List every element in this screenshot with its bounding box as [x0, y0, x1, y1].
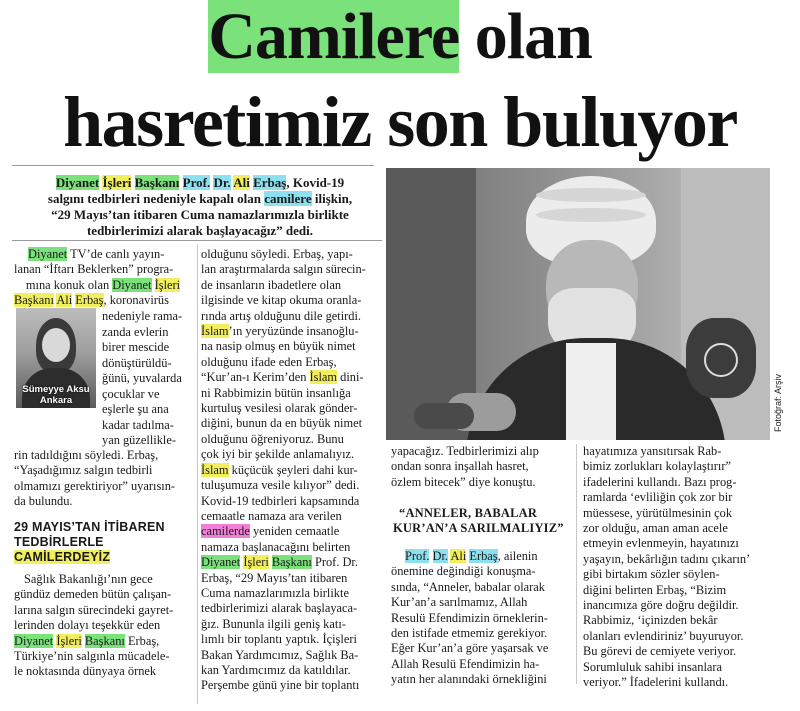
text-highlight: Diyanet [112, 277, 152, 292]
text: birer mescide [102, 340, 170, 354]
text: çocuklar ve [102, 386, 160, 401]
text-highlight: Erbaş [469, 549, 498, 563]
column-1-lower [14, 448, 192, 510]
text: Resulü Efendimizin örneklerin- [391, 610, 548, 625]
text: küçücük şeyleri dahi kur- [228, 462, 358, 477]
text: Prof. Dr. [311, 555, 358, 570]
text: Sağlık Bakanlığı’nın gece [24, 572, 153, 586]
subheading-text: “ANNELER, BABALAR [399, 506, 538, 520]
text: ondan sonra inşallah hasret, [391, 459, 529, 474]
intro-baskani: Başkanı [134, 175, 180, 190]
text-highlight: İşleri [243, 555, 269, 570]
text: Erbaş, “29 Mayıs’tan itibaren [201, 570, 348, 585]
text: olduğunu öğreniyoruz. Bunu [201, 431, 344, 446]
text: Rabbimiz, ‘içinizden bekâr [583, 613, 718, 628]
text: ilgisinde ve kitap okuma oranla- [201, 293, 362, 308]
main-photo [386, 168, 770, 440]
intro-prof: Prof. [182, 175, 211, 190]
intro-paragraph [20, 175, 380, 239]
intro-isleri: İşleri [102, 175, 132, 190]
subheading-text: TEDBİRLERLE [14, 535, 104, 549]
text-highlight: Başkanı [14, 293, 54, 308]
text: ni Rabbimizin bütün insanlığa [201, 385, 351, 400]
text-highlight: Diyanet [201, 555, 241, 570]
headline-line-1-rest: olan [459, 0, 592, 73]
text: larına salgın sürecindeki gayret- [14, 602, 174, 617]
text: tedbirlerimizi alarak başlayaca- [201, 601, 358, 616]
text: zor olduğu, aman aman acele [583, 521, 728, 536]
text: Cuma namazlarımızla birlikte [201, 585, 349, 600]
text: yapacağız. Tedbirlerimizi alıp [391, 444, 539, 458]
text: dönüştürüldü- [102, 355, 172, 370]
text: lanan “İftarı Beklerken” progra- [14, 262, 174, 277]
text: tuluşumuza vesile kılıyor” dedi. [201, 478, 360, 493]
subheading-text: KUR’AN’A SARILMALIYIZ” [393, 521, 564, 535]
top-divider [12, 165, 374, 166]
text-highlight: Prof. [405, 549, 430, 563]
intro-text: salgını tedbirleri nedeniyle kapalı olan [47, 191, 265, 206]
text: rında artış olduğunu dile getirdi. [201, 308, 362, 323]
text: lımlı bir toplantı yaptık. İçişleri [201, 632, 357, 647]
text: yaşayın, bekârlığın tadını çıkarın’ [583, 551, 751, 566]
text: nedeniyle rama- [102, 309, 183, 323]
text-highlight: Diyanet [14, 633, 54, 648]
text: Kovid-19 tedbirleri kapsamında [201, 493, 360, 508]
text: lerinden dolayı teşekkür eden [14, 618, 161, 633]
text: önemine değindiği konuşma- [391, 564, 536, 579]
text: na nasip olmuş en büyük nimet [201, 339, 356, 354]
text-highlight: Erbaş [75, 293, 104, 308]
photo-caption-name: Sümeyye Aksu [22, 384, 90, 395]
text-highlight: Diyanet [28, 247, 68, 261]
column-1 [14, 247, 192, 309]
column-4 [583, 444, 761, 691]
text: ğünü, yuvalarda [102, 371, 182, 385]
text: kan Yardımcımız da katıldılar. [201, 662, 351, 677]
subheading-highlight: CAMİLERDEYİZ [14, 550, 111, 564]
text: eşlerle şu ana [102, 402, 169, 416]
headline-highlight: Camilere [208, 0, 460, 73]
text: diğini, bunun da en büyük nimet [201, 416, 363, 431]
text: gibi birtakım sözler söylen- [583, 567, 720, 582]
text: yatın her alanındaki örnekliğini [391, 672, 547, 687]
text: den istifade etmemiz gerekiyor. [391, 626, 548, 641]
intro-camilere: camilere [264, 191, 312, 206]
column-divider [576, 444, 577, 684]
text: cemaatle namaza ara verilen [201, 508, 342, 523]
text: da bulundu. [14, 494, 73, 509]
text: çok iyi bir şekilde anlamalıyız. [201, 447, 355, 462]
intro-erbas: Erbaş [253, 175, 287, 190]
text: le noktasında dünyaya örnek [14, 664, 157, 679]
text-highlight: İslam [309, 370, 338, 385]
column-1-p2 [14, 572, 192, 680]
text: gündüz demeden bütün çalışan- [14, 587, 172, 602]
photo-caption-city: Ankara [39, 395, 73, 406]
subheading-text: 29 MAYIS’TAN İTİBAREN [14, 520, 165, 534]
text: Allah Resulü Efendimizin ha- [391, 656, 540, 671]
text: dini- [337, 370, 364, 385]
intro-text: , Kovid-19 [286, 175, 345, 190]
text: olanları evlendiriniz’ buyuruyor. [583, 628, 744, 643]
photo-credit: Fotoğraf: Arşiv [773, 373, 783, 432]
subheading-1 [14, 520, 192, 565]
text: Eğer Kur’an’a göre yaşarsak ve [391, 641, 549, 656]
text: bimiz zorlukları kolaylaştırır” [583, 459, 731, 474]
text: kadar tadılma- [102, 417, 174, 432]
text: Bakan Yardımcımız, Sağlık Ba- [201, 647, 359, 662]
text: lan araştırmalarda salgın sürecin- [201, 262, 366, 277]
column-3-p2 [391, 549, 567, 688]
text: Erbaş, [124, 633, 160, 648]
text: “Kur’an-ı Kerim’den [201, 370, 310, 385]
text: , ailenin [497, 549, 538, 563]
text-highlight: İşleri [56, 633, 82, 648]
text: diğini belirten Erbaş, “Bizim [583, 582, 727, 597]
text-highlight: Ali [56, 293, 73, 308]
intro-text: tedbirlerimizi alarak başlayacağız” dedi. [86, 223, 314, 238]
text-highlight: camilerde [201, 524, 250, 539]
text: , koronavirüs [103, 293, 169, 308]
text: ifadelerini kullandı. Bazı prog- [583, 474, 737, 489]
text: rin tadıldığını söyledi. Erbaş, [14, 448, 159, 462]
intro-text: “29 Mayıs’tan itibaren Cuma namazlarımızla birlikte [51, 207, 349, 222]
text: etmeyin evlenmeyin, hayatınızı [583, 536, 739, 551]
subheading-2 [393, 506, 569, 536]
headline-line-1 [0, 0, 800, 73]
intro-divider [12, 240, 382, 241]
intro-diyanet: Diyanet [55, 175, 100, 190]
column-3 [391, 444, 567, 490]
text: kurtuluş vesilesi olarak gönder- [201, 401, 358, 416]
text: namaza başlanacağını belirten [201, 539, 351, 554]
text: ramlarda ‘evliliğin çok zor bir [583, 490, 733, 505]
text-highlight: İslam [201, 462, 229, 477]
intro-text: ilişkin, [311, 191, 353, 206]
text: veriyor.” İfadelerini kullandı. [583, 675, 729, 690]
text: yeniden cemaatle [249, 524, 340, 539]
text: yan güzellikle- [102, 433, 176, 447]
text: Perşembe günü yine bir toplantı [201, 678, 360, 693]
text: inancımıza göre doğru değildir. [583, 598, 739, 613]
text: sında, “Anneler, babalar olarak [391, 579, 545, 594]
column-2 [201, 247, 377, 694]
column-1-wrap [102, 309, 192, 449]
text: özlem bitecek” diye konuştu. [391, 474, 536, 489]
text: olmamızı gerektiriyor” uyarısın- [14, 478, 176, 493]
photo-caption [16, 384, 96, 406]
text: ğız. Bununla ilgili geniş katı- [201, 616, 346, 631]
text: hayatımıza yansıtırsak Rab- [583, 444, 722, 458]
text: olduğunu ifade eden Erbaş, [201, 354, 337, 369]
author-photo [16, 308, 96, 408]
text: mına konuk olan [25, 277, 113, 292]
intro-ali: Ali [233, 175, 250, 190]
text-highlight: Ali [450, 549, 467, 563]
text: ’ın yeryüzünde insanoğlu- [228, 324, 359, 339]
column-divider [197, 244, 198, 704]
text-highlight: Başkanı [271, 555, 312, 570]
text-highlight: İslam [201, 324, 229, 339]
text: müessese, yürütülmesinin çok [583, 505, 733, 520]
text-highlight: İşleri [154, 277, 181, 292]
headline-line-2: hasretimiz son buluyor [63, 82, 737, 162]
text: Kur’an’a sarılmamız, Allah [391, 595, 528, 610]
intro-dr: Dr. [213, 175, 231, 190]
text: de insanların ibadetlere olan [201, 277, 342, 292]
text-highlight: Başkanı [84, 633, 125, 648]
text: zanda evlerin [102, 324, 169, 339]
text: “Yaşadığımız salgın tedbirli [14, 463, 153, 478]
text: TV’de canlı yayın- [67, 247, 165, 261]
text: Türkiye’nin salgınla mücadele- [14, 649, 170, 664]
text: olduğunu söyledi. Erbaş, yapı- [201, 247, 353, 261]
text: Bu görevi de cemiyete veriyor. [583, 644, 737, 659]
text-highlight: Dr. [432, 549, 449, 563]
text: Sorumluluk sahibi insanlara [583, 659, 723, 674]
